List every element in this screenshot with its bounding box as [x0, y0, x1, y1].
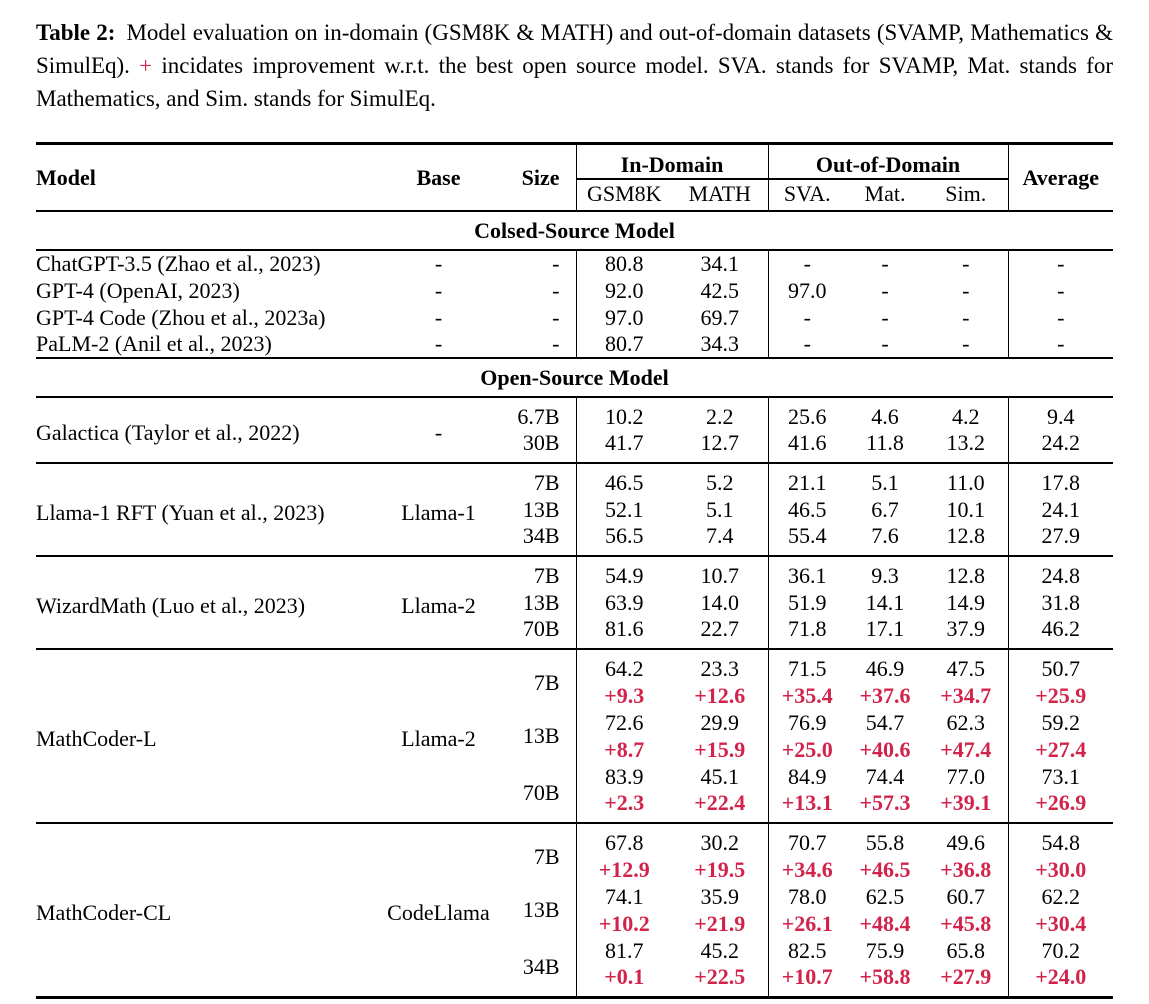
score-cell: 74.4: [865, 763, 905, 789]
score-cell: 4.2: [952, 404, 980, 429]
improvement-cell: +34.6: [768, 856, 846, 883]
improvement-cell: +21.9: [694, 910, 746, 936]
score-cell: -: [768, 331, 846, 358]
base-cell: -: [434, 251, 443, 276]
score-cell: 83.9: [576, 763, 672, 790]
score-cell: 10.1: [946, 496, 985, 522]
improvement-cell: +58.8: [859, 964, 911, 989]
improvement-cell: +27.4: [1008, 736, 1113, 763]
score-cell: 14.0: [700, 589, 739, 615]
size-cell: -: [552, 331, 560, 356]
base-cell: -: [434, 420, 443, 445]
improvement-cell: +9.3: [576, 682, 672, 709]
table-row: [36, 331, 1113, 358]
score-cell: -: [1008, 304, 1113, 331]
caption-plus-mark: +: [139, 53, 153, 78]
score-cell: 49.6: [924, 823, 1008, 856]
score-cell: 25.6: [768, 397, 846, 430]
score-cell: 84.9: [768, 763, 846, 790]
score-cell: 24.1: [1008, 496, 1113, 523]
score-cell: 10.7: [672, 556, 768, 589]
score-cell: 62.2: [1008, 883, 1113, 910]
improvement-cell: +13.1: [768, 790, 846, 823]
score-cell: 41.6: [768, 430, 846, 463]
score-cell: 81.7: [576, 937, 672, 964]
column-header-size: Size: [501, 144, 576, 212]
score-cell: 45.1: [700, 763, 739, 789]
improvement-cell: +2.3: [576, 790, 672, 823]
section-title: Colsed-Source Model: [36, 211, 1113, 250]
size-cell: 13B: [522, 723, 560, 748]
score-cell: -: [881, 331, 889, 356]
score-cell: 77.0: [946, 763, 985, 789]
column-header-average: Average: [1008, 144, 1113, 212]
size-cell: 13B: [522, 589, 560, 615]
size-cell: 34B: [522, 523, 560, 548]
score-cell: 14.1: [865, 589, 905, 615]
score-cell: 76.9: [768, 709, 846, 736]
model-name-cell: MathCoder-L: [36, 649, 376, 823]
score-cell: 63.9: [576, 589, 672, 616]
score-cell: -: [768, 304, 846, 331]
model-name-cell: Galactica (Taylor et al., 2022): [36, 420, 300, 445]
size-cell: 6.7B: [517, 404, 560, 429]
score-cell: 13.2: [946, 430, 985, 455]
score-cell: 30.2: [672, 823, 768, 856]
size-cell: 7B: [501, 556, 576, 589]
improvement-cell: +37.6: [859, 682, 911, 708]
improvement-cell: +22.5: [694, 964, 746, 989]
improvement-cell: +46.5: [859, 856, 911, 882]
size-cell: -: [552, 304, 560, 330]
score-cell: 60.7: [946, 883, 985, 909]
score-cell: 81.6: [576, 616, 672, 649]
score-cell: 5.1: [846, 463, 924, 496]
size-cell: 13B: [522, 496, 560, 522]
score-cell: 12.8: [946, 523, 985, 548]
base-cell: -: [434, 331, 443, 356]
score-cell: 92.0: [576, 277, 672, 304]
improvement-cell: +48.4: [859, 910, 911, 936]
score-cell: 31.8: [1008, 589, 1113, 616]
improvement-cell: +47.4: [940, 736, 992, 762]
score-cell: 46.2: [1008, 616, 1113, 649]
score-cell: 72.6: [576, 709, 672, 736]
score-cell: -: [962, 304, 970, 330]
table-row: [36, 823, 1113, 856]
score-cell: 41.7: [576, 430, 672, 463]
score-cell: 65.8: [946, 937, 985, 963]
size-cell: 7B: [501, 649, 576, 709]
table-row: [36, 304, 1113, 331]
score-cell: 11.0: [924, 463, 1008, 496]
score-cell: 24.2: [1008, 430, 1113, 463]
score-cell: 4.6: [871, 404, 899, 429]
score-cell: 52.1: [576, 496, 672, 523]
improvement-cell: +10.2: [576, 910, 672, 937]
score-cell: -: [962, 277, 970, 303]
size-cell: -: [552, 277, 560, 303]
model-name-cell: PaLM-2 (Anil et al., 2023): [36, 331, 272, 356]
score-cell: 23.3: [672, 649, 768, 682]
score-cell: 12.7: [700, 430, 739, 455]
score-cell: 29.9: [700, 709, 739, 735]
score-cell: 80.8: [576, 250, 672, 277]
base-cell: -: [434, 304, 443, 330]
table-header: [36, 144, 1113, 212]
score-cell: 62.5: [865, 883, 905, 909]
score-cell: 64.2: [576, 649, 672, 682]
score-cell: 22.7: [700, 616, 739, 641]
score-cell: 9.3: [846, 556, 924, 589]
score-cell: 45.2: [700, 937, 739, 963]
score-cell: 97.0: [576, 304, 672, 331]
score-cell: 34.1: [700, 251, 739, 276]
improvement-cell: +19.5: [694, 856, 746, 882]
model-name-cell: MathCoder-CL: [36, 823, 376, 998]
score-cell: 47.5: [924, 649, 1008, 682]
score-cell: 11.8: [866, 430, 904, 455]
score-cell: 17.1: [865, 616, 905, 641]
score-cell: 46.5: [768, 496, 846, 523]
score-cell: -: [881, 251, 889, 276]
model-name-cell: ChatGPT-3.5 (Zhao et al., 2023): [36, 251, 321, 276]
improvement-cell: +57.3: [859, 790, 911, 815]
score-cell: 21.1: [768, 463, 846, 496]
size-cell: 30B: [522, 430, 560, 455]
score-cell: 5.2: [672, 463, 768, 496]
table-row: [36, 397, 1113, 430]
table-body: [36, 211, 1113, 998]
column-header-gsm8k: GSM8K: [576, 179, 672, 211]
score-cell: 67.8: [576, 823, 672, 856]
score-cell: 54.8: [1008, 823, 1113, 856]
score-cell: 78.0: [768, 883, 846, 910]
score-cell: 59.2: [1008, 709, 1113, 736]
score-cell: 80.7: [576, 331, 672, 358]
improvement-cell: +35.4: [768, 682, 846, 709]
score-cell: 14.9: [946, 589, 985, 615]
score-cell: 35.9: [700, 883, 739, 909]
column-header-model: Model: [36, 144, 376, 212]
score-cell: -: [1008, 250, 1113, 277]
score-cell: 70.7: [768, 823, 846, 856]
score-cell: -: [1008, 277, 1113, 304]
score-cell: 70.2: [1008, 937, 1113, 964]
size-cell: 70B: [522, 779, 560, 805]
section-row: [36, 211, 1113, 250]
score-cell: 73.1: [1008, 763, 1113, 790]
score-cell: 56.5: [576, 523, 672, 556]
score-cell: 51.9: [768, 589, 846, 616]
caption-label: Table 2:: [36, 20, 116, 45]
size-cell: 70B: [522, 616, 560, 641]
score-cell: 6.7: [871, 496, 899, 522]
model-name-cell: GPT-4 (OpenAI, 2023): [36, 277, 240, 303]
model-name-cell: Llama-1 RFT (Yuan et al., 2023): [36, 463, 376, 556]
results-table: [36, 142, 1113, 999]
size-cell: 7B: [501, 823, 576, 883]
improvement-cell: +30.0: [1008, 856, 1113, 883]
score-cell: 17.8: [1008, 463, 1113, 496]
score-cell: 24.8: [1008, 556, 1113, 589]
column-header-math: MATH: [672, 179, 768, 211]
column-group-in-domain: In-Domain: [576, 144, 768, 180]
score-cell: 7.6: [871, 523, 899, 548]
column-header-base: Base: [376, 144, 501, 212]
base-cell: Llama-2: [376, 649, 501, 823]
score-cell: 75.9: [865, 937, 905, 963]
table-row: [36, 649, 1113, 682]
improvement-cell: +15.9: [694, 736, 746, 762]
improvement-cell: +8.7: [576, 736, 672, 763]
base-cell: -: [434, 277, 443, 303]
improvement-cell: +27.9: [940, 964, 992, 989]
score-cell: -: [962, 331, 970, 356]
improvement-cell: +30.4: [1008, 910, 1113, 937]
score-cell: -: [881, 304, 889, 330]
table-row: [36, 463, 1113, 496]
score-cell: 42.5: [700, 277, 739, 303]
score-cell: 5.1: [706, 496, 734, 522]
column-header-svamp: SVA.: [768, 179, 846, 211]
base-cell: CodeLlama: [376, 823, 501, 998]
improvement-cell: +26.1: [768, 910, 846, 937]
base-cell: Llama-2: [376, 556, 501, 649]
model-name-cell: WizardMath (Luo et al., 2023): [36, 556, 376, 649]
model-name-cell: GPT-4 Code (Zhou et al., 2023a): [36, 304, 326, 330]
table-row: [36, 250, 1113, 277]
score-cell: -: [881, 277, 889, 303]
column-header-simuleq: Sim.: [924, 179, 1008, 211]
score-cell: 71.5: [768, 649, 846, 682]
score-cell: 55.8: [846, 823, 924, 856]
table-row: [36, 277, 1113, 304]
improvement-cell: +12.9: [576, 856, 672, 883]
score-cell: 2.2: [706, 404, 734, 429]
score-cell: 34.3: [700, 331, 739, 356]
improvement-cell: +12.6: [694, 682, 746, 708]
score-cell: 9.4: [1008, 397, 1113, 430]
score-cell: 62.3: [946, 709, 985, 735]
improvement-cell: +22.4: [694, 790, 746, 815]
table-caption: [36, 16, 1113, 115]
size-cell: -: [552, 251, 560, 276]
score-cell: 74.1: [576, 883, 672, 910]
improvement-cell: +34.7: [940, 682, 992, 708]
score-cell: 55.4: [768, 523, 846, 556]
improvement-cell: +26.9: [1008, 790, 1113, 823]
score-cell: 37.9: [946, 616, 985, 641]
improvement-cell: +25.9: [1008, 682, 1113, 709]
improvement-cell: +45.8: [940, 910, 992, 936]
score-cell: 27.9: [1008, 523, 1113, 556]
column-group-out-of-domain: Out-of-Domain: [768, 144, 1008, 180]
score-cell: 82.5: [768, 937, 846, 964]
score-cell: -: [1008, 331, 1113, 358]
score-cell: 7.4: [706, 523, 734, 548]
improvement-cell: +40.6: [859, 736, 911, 762]
score-cell: 54.9: [576, 556, 672, 589]
caption-text-after-plus: incidates improvement w.r.t. the best open source model. SVA. stands for SVAMP, Mat. stands for Mathematics, and Sim. stands for SimulEq.: [36, 53, 1114, 111]
size-cell: 34B: [522, 953, 560, 979]
table-row: [36, 556, 1113, 589]
score-cell: 54.7: [865, 709, 905, 735]
score-cell: 46.5: [576, 463, 672, 496]
score-cell: 97.0: [768, 277, 846, 304]
improvement-cell: +0.1: [576, 964, 672, 998]
base-cell: Llama-1: [376, 463, 501, 556]
score-cell: 50.7: [1008, 649, 1113, 682]
improvement-cell: +39.1: [940, 790, 992, 815]
score-cell: 36.1: [768, 556, 846, 589]
section-row: [36, 358, 1113, 397]
improvement-cell: +24.0: [1008, 964, 1113, 998]
score-cell: 69.7: [700, 304, 739, 330]
score-cell: 12.8: [924, 556, 1008, 589]
score-cell: -: [962, 251, 970, 276]
size-cell: 13B: [522, 897, 560, 922]
improvement-cell: +36.8: [940, 856, 992, 882]
score-cell: 46.9: [846, 649, 924, 682]
score-cell: 10.2: [576, 397, 672, 430]
section-title: Open-Source Model: [36, 358, 1113, 397]
column-header-mathematics: Mat.: [846, 179, 924, 211]
score-cell: -: [768, 250, 846, 277]
score-cell: 71.8: [768, 616, 846, 649]
size-cell: 7B: [501, 463, 576, 496]
improvement-cell: +25.0: [768, 736, 846, 763]
improvement-cell: +10.7: [768, 964, 846, 998]
caption-text-before-plus: Model evaluation on in-domain (GSM8K & MATH) and out-of-domain datasets (SVAMP, Mathematics & SimulEq).: [36, 20, 1114, 78]
